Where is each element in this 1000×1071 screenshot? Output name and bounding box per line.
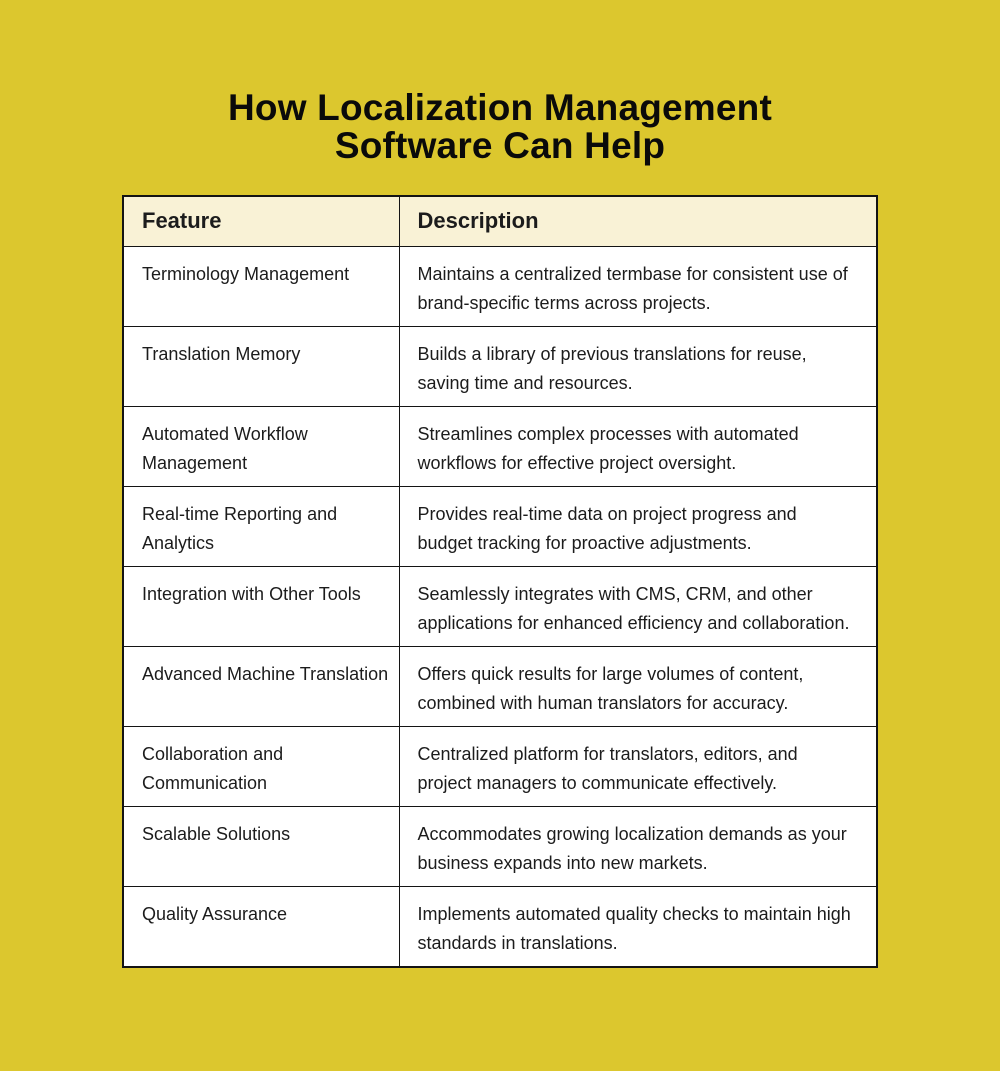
description-cell: Implements automated quality checks to maintain high standards in translations. <box>399 886 877 967</box>
feature-cell: Integration with Other Tools <box>123 566 399 646</box>
features-table <box>122 195 878 968</box>
description-cell: Accommodates growing localization demands as your business expands into new markets. <box>399 806 877 886</box>
table-row <box>123 326 877 406</box>
table-row <box>123 886 877 967</box>
feature-cell: Advanced Machine Translation <box>123 646 399 726</box>
feature-cell: Collaboration and Communication <box>123 726 399 806</box>
feature-cell: Terminology Management <box>123 246 399 326</box>
table-row <box>123 806 877 886</box>
feature-cell: Automated Workflow Management <box>123 406 399 486</box>
page-title-line-2: Software Can Help <box>334 124 666 166</box>
table-row <box>123 486 877 566</box>
description-cell: Seamlessly integrates with CMS, CRM, and other applications for enhanced efficiency and collaboration. <box>399 566 877 646</box>
feature-cell: Quality Assurance <box>123 886 399 967</box>
header-row <box>123 196 877 246</box>
table-row <box>123 406 877 486</box>
page-title <box>0 86 1000 166</box>
table-row <box>123 646 877 726</box>
description-cell: Offers quick results for large volumes of content, combined with human translators for accuracy. <box>399 646 877 726</box>
feature-cell: Scalable Solutions <box>123 806 399 886</box>
column-header-description: Description <box>399 196 877 246</box>
page-title-line-1: How Localization Management <box>227 86 772 128</box>
table-row <box>123 726 877 806</box>
feature-cell: Real-time Reporting and Analytics <box>123 486 399 566</box>
table-row <box>123 246 877 326</box>
description-cell: Streamlines complex processes with automated workflows for effective project oversight. <box>399 406 877 486</box>
feature-cell: Translation Memory <box>123 326 399 406</box>
description-cell: Centralized platform for translators, editors, and project managers to communicate effectively. <box>399 726 877 806</box>
description-cell: Provides real-time data on project progress and budget tracking for proactive adjustments. <box>399 486 877 566</box>
description-cell: Maintains a centralized termbase for consistent use of brand-specific terms across projects. <box>399 246 877 326</box>
table-header <box>123 196 877 246</box>
description-cell: Builds a library of previous translations for reuse, saving time and resources. <box>399 326 877 406</box>
table-body <box>123 246 877 967</box>
column-header-feature: Feature <box>123 196 399 246</box>
table-row <box>123 566 877 646</box>
